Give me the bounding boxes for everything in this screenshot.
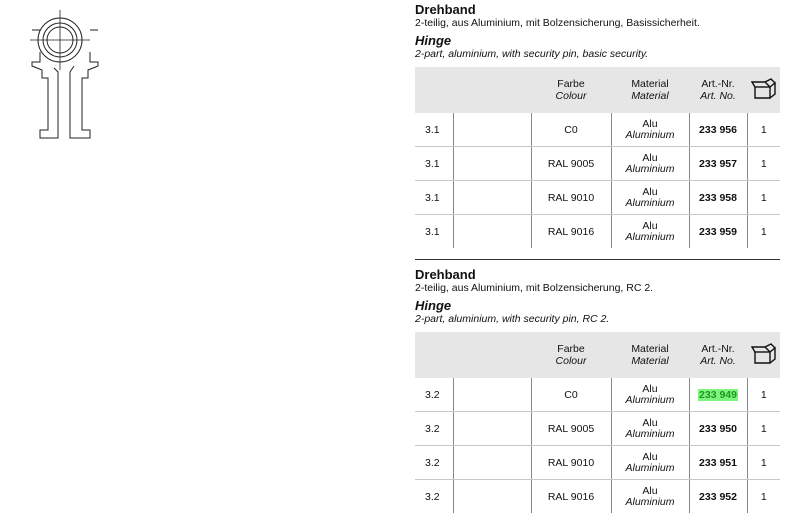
item-material: Alu Aluminium (611, 412, 689, 446)
section-divider (415, 259, 780, 260)
section-description-de: 2-teilig, aus Aluminium, mit Bolzensicherung, RC 2. (415, 282, 780, 295)
item-quantity: 1 (747, 113, 780, 147)
item-material: Alu Aluminium (611, 480, 689, 513)
table-row (415, 480, 780, 513)
header-material: Material Material (611, 332, 689, 378)
item-material: Alu Aluminium (611, 378, 689, 412)
hinge-profile-drawing (14, 6, 114, 146)
section-title-en: Hinge (415, 298, 780, 313)
item-code: 3.2 (415, 378, 453, 412)
item-material: Alu Aluminium (611, 113, 689, 147)
header-article-number: Art.-Nr. Art. No. (689, 332, 747, 378)
item-article-number: 233 959 (689, 215, 747, 249)
item-article-number: 233 956 (689, 113, 747, 147)
item-material: Alu Aluminium (611, 147, 689, 181)
item-quantity: 1 (747, 480, 780, 513)
table-row (415, 215, 780, 249)
product-table-2 (415, 332, 780, 513)
item-article-number (689, 378, 747, 412)
item-colour: RAL 9016 (531, 215, 611, 249)
section-description-en: 2-part, aluminium, with security pin, RC 2. (415, 313, 780, 326)
header-colour: Farbe Colour (531, 67, 611, 113)
product-table-1 (415, 67, 780, 248)
item-quantity: 1 (747, 147, 780, 181)
item-colour: C0 (531, 378, 611, 412)
item-quantity: 1 (747, 215, 780, 249)
section-title-en: Hinge (415, 33, 780, 48)
item-colour: RAL 9005 (531, 412, 611, 446)
item-article-number: 233 958 (689, 181, 747, 215)
item-code: 3.1 (415, 181, 453, 215)
header-article-number: Art.-Nr. Art. No. (689, 67, 747, 113)
table-row (415, 378, 780, 412)
item-colour: RAL 9010 (531, 181, 611, 215)
item-material: Alu Aluminium (611, 181, 689, 215)
item-colour: RAL 9016 (531, 480, 611, 513)
item-quantity: 1 (747, 412, 780, 446)
item-article-number: 233 950 (689, 412, 747, 446)
item-article-number: 233 952 (689, 480, 747, 513)
header-packaging (747, 332, 780, 378)
product-section-1 (415, 3, 780, 248)
box-icon (751, 78, 777, 100)
product-section-2 (415, 268, 780, 513)
table-row (415, 147, 780, 181)
table-row (415, 412, 780, 446)
item-code: 3.1 (415, 147, 453, 181)
item-colour: RAL 9010 (531, 446, 611, 480)
table-row (415, 446, 780, 480)
item-article-number: 233 951 (689, 446, 747, 480)
section-title-de: Drehband (415, 268, 780, 282)
table-row (415, 113, 780, 147)
section-description-de: 2-teilig, aus Aluminium, mit Bolzensicherung, Basissicherheit. (415, 17, 780, 30)
table-row (415, 181, 780, 215)
item-code: 3.2 (415, 446, 453, 480)
item-code: 3.2 (415, 412, 453, 446)
table-header (415, 67, 780, 113)
item-code: 3.1 (415, 215, 453, 249)
box-icon (751, 343, 777, 365)
item-code: 3.2 (415, 480, 453, 513)
item-quantity: 1 (747, 446, 780, 480)
header-material: Material Material (611, 67, 689, 113)
section-description-en: 2-part, aluminium, with security pin, basic security. (415, 48, 780, 61)
item-material: Alu Aluminium (611, 446, 689, 480)
table-header (415, 332, 780, 378)
item-material: Alu Aluminium (611, 215, 689, 249)
header-colour: Farbe Colour (531, 332, 611, 378)
item-quantity: 1 (747, 181, 780, 215)
header-packaging (747, 67, 780, 113)
item-quantity: 1 (747, 378, 780, 412)
item-colour: RAL 9005 (531, 147, 611, 181)
highlighted-article-number: 233 949 (698, 389, 738, 401)
item-article-number: 233 957 (689, 147, 747, 181)
item-code: 3.1 (415, 113, 453, 147)
item-colour: C0 (531, 113, 611, 147)
section-title-de: Drehband (415, 3, 780, 17)
